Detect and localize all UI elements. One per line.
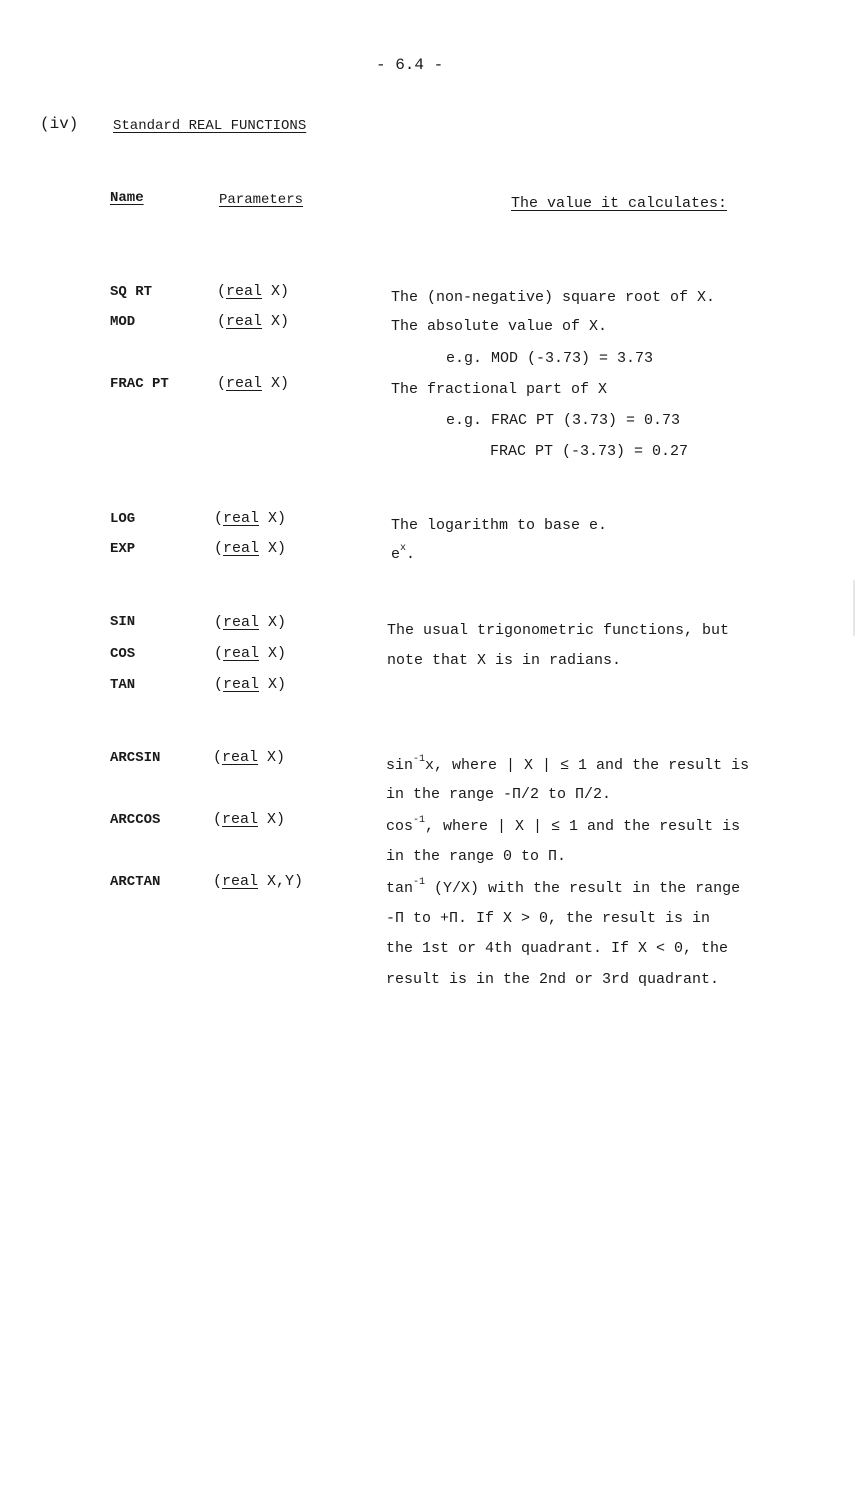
- description-line: note that X is in radians.: [387, 652, 622, 669]
- function-parameters: (real X): [217, 313, 290, 330]
- description-line: [386, 877, 741, 897]
- function-name: ARCCOS: [110, 812, 161, 828]
- arctan-rest: (Y/X) with the result in the range: [425, 880, 741, 897]
- param-type: real: [222, 873, 259, 890]
- param-arg: X): [268, 510, 287, 527]
- description-line: -Π to +Π. If X > 0, the result is in: [386, 910, 711, 927]
- section-marker: (iv): [40, 115, 79, 133]
- arccos-fn: cos: [386, 818, 414, 835]
- param-arg: X,Y): [267, 873, 304, 890]
- param-arg: X): [267, 749, 286, 766]
- param-arg: X): [267, 811, 286, 828]
- description-line: result is in the 2nd or 3rd quadrant.: [386, 971, 720, 988]
- section-title: Standard REAL FUNCTIONS: [113, 118, 307, 134]
- exp-base: e: [391, 546, 401, 563]
- param-type: real: [223, 645, 260, 662]
- function-name: FRAC PT: [110, 376, 169, 392]
- description-line: in the range 0 to Π.: [386, 848, 567, 865]
- param-arg: X): [271, 313, 290, 330]
- description-example: e.g. FRAC PT (3.73) = 0.73: [446, 412, 681, 429]
- function-parameters: (real X): [214, 676, 287, 693]
- function-name: LOG: [110, 511, 136, 527]
- margin-artifact: [853, 580, 855, 636]
- description-line: The (non-negative) square root of X.: [391, 289, 716, 306]
- page-number: - 6.4 -: [376, 56, 444, 74]
- param-type: real: [226, 375, 263, 392]
- function-name: COS: [110, 646, 136, 662]
- arcsin-superscript: -1: [413, 754, 426, 765]
- column-header-name: Name: [110, 190, 144, 206]
- function-parameters: (real X): [217, 375, 290, 392]
- param-arg: X): [271, 283, 290, 300]
- arccos-rest: , where | X | ≤ 1 and the result is: [425, 818, 741, 835]
- function-name: ARCSIN: [110, 750, 161, 766]
- param-arg: X): [268, 614, 287, 631]
- function-name: EXP: [110, 541, 136, 557]
- description-line: [391, 543, 416, 563]
- param-type: real: [222, 749, 259, 766]
- param-type: real: [223, 510, 260, 527]
- function-name: MOD: [110, 314, 136, 330]
- param-arg: X): [268, 645, 287, 662]
- function-parameters: (real X): [214, 614, 287, 631]
- param-arg: X): [271, 375, 290, 392]
- exp-superscript: x: [400, 543, 407, 554]
- function-parameters: (real X): [214, 510, 287, 527]
- param-type: real: [223, 540, 260, 557]
- description-line: the 1st or 4th quadrant. If X < 0, the: [386, 940, 729, 957]
- description-line: The usual trigonometric functions, but: [387, 622, 730, 639]
- arcsin-rest: x, where | X | ≤ 1 and the result is: [425, 757, 750, 774]
- arcsin-fn: sin: [386, 757, 414, 774]
- function-name: TAN: [110, 677, 136, 693]
- param-type: real: [222, 811, 259, 828]
- function-name: SQ RT: [110, 284, 153, 300]
- param-type: real: [223, 614, 260, 631]
- description-line: in the range -Π/2 to Π/2.: [386, 786, 612, 803]
- function-parameters: (real X): [213, 811, 286, 828]
- function-name: SIN: [110, 614, 136, 630]
- arccos-superscript: -1: [413, 815, 426, 826]
- param-type: real: [226, 313, 263, 330]
- description-line: The logarithm to base e.: [391, 517, 608, 534]
- function-parameters: (real X): [217, 283, 290, 300]
- arctan-superscript: -1: [413, 877, 426, 888]
- description-line: [386, 754, 750, 774]
- param-type: real: [226, 283, 263, 300]
- column-header-value: The value it calculates:: [511, 195, 728, 212]
- param-type: real: [223, 676, 260, 693]
- function-parameters: (real X): [214, 645, 287, 662]
- function-parameters: (real X,Y): [213, 873, 304, 890]
- arctan-fn: tan: [386, 880, 414, 897]
- function-name: ARCTAN: [110, 874, 161, 890]
- column-header-parameters: Parameters: [219, 192, 304, 208]
- description-line: [386, 815, 741, 835]
- function-parameters: (real X): [214, 540, 287, 557]
- description-line: The absolute value of X.: [391, 318, 608, 335]
- exp-end: .: [406, 546, 416, 563]
- param-arg: X): [268, 676, 287, 693]
- description-example: e.g. MOD (-3.73) = 3.73: [446, 350, 654, 367]
- description-line: The fractional part of X: [391, 381, 608, 398]
- param-arg: X): [268, 540, 287, 557]
- description-example: FRAC PT (-3.73) = 0.27: [490, 443, 689, 460]
- function-parameters: (real X): [213, 749, 286, 766]
